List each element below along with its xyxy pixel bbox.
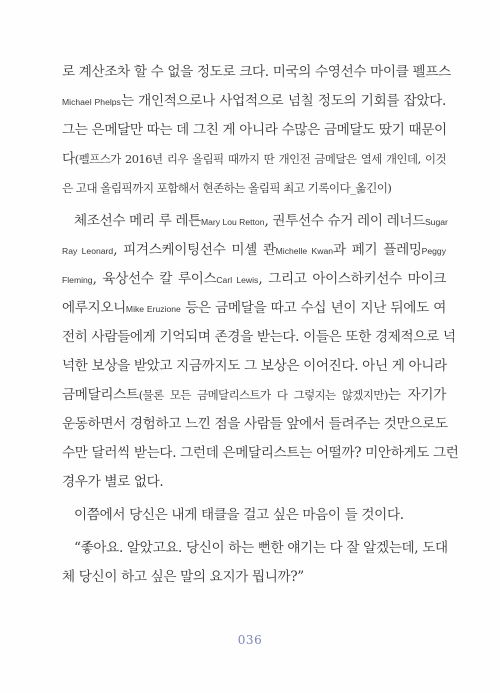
text-line: 다(펠프스가 2016년 리우 올림픽 때까지 딴 개인전 금메달은 열세 개인데, 이것 (62, 151, 446, 167)
text-line: 로 계산조차 할 수 없을 정도로 크다. 미국의 수영선수 마이클 펠프스 (62, 64, 451, 80)
quote-line: “좋아요. 알았고요. 당신이 하는 뻔한 얘기는 다 잘 알겠는데, 도대 (74, 540, 448, 556)
translator-note-line: 은 고대 올림픽까지 포함해서 현존하는 올림픽 최고 기록이다_옮긴이) (62, 181, 392, 195)
text-line: 넉한 보상을 받았고 지금까지도 그 보상은 이어진다. 아닌 게 아니라 (62, 358, 447, 374)
text-line: 금메달리스트(물론 모든 금메달리스트가 다 그렇지는 않겠지만)는 자기가 (62, 387, 446, 403)
text-line: Michael Phelps는 개인적으로나 사업적으로 넘칠 정도의 기회를 잡았다. (62, 93, 446, 109)
text-line: 체조선수 메리 루 레튼Mary Lou Retton, 권투선수 슈거 레이 레너드Sugar (74, 213, 448, 229)
page-number: 036 (237, 633, 263, 647)
text-line: Fleming, 육상선수 칼 루이스Carl Lewis, 그리고 아이스하키선수 마이크 (62, 271, 447, 287)
text-line: 수만 달러씩 받는다. 그런데 은메달리스트는 어떨까? 미안하게도 그런 (62, 445, 459, 461)
text-line: 이쯤에서 당신은 내게 태클을 걸고 싶은 마음이 들 것이다. (74, 507, 404, 523)
quote-line: 체 당신이 하고 싶은 말의 요지가 뭡니까?” (62, 569, 304, 585)
text-line: 에루지오니Mike Eruzione 등은 금메달을 따고 수십 년이 지난 뒤에도 여 (62, 300, 446, 316)
text-line: Ray Leonard, 피겨스케이팅선수 미셸 콴Michelle Kwan과 페기 플레밍Peggy (62, 242, 447, 258)
text-line: 전히 사람들에게 기억되며 존경을 받는다. 이들은 또한 경제적으로 넉 (62, 329, 456, 345)
english-name: Michael Phelps (62, 97, 121, 107)
text-line: 경우가 별로 없다. (62, 474, 164, 490)
text-line: 운동하면서 경험하고 느낀 점을 사람들 앞에서 들려주는 것만으로도 (62, 416, 448, 432)
text-line: 그는 은메달만 따는 데 그친 게 아니라 수많은 금메달도 땄기 때문이 (62, 122, 447, 138)
